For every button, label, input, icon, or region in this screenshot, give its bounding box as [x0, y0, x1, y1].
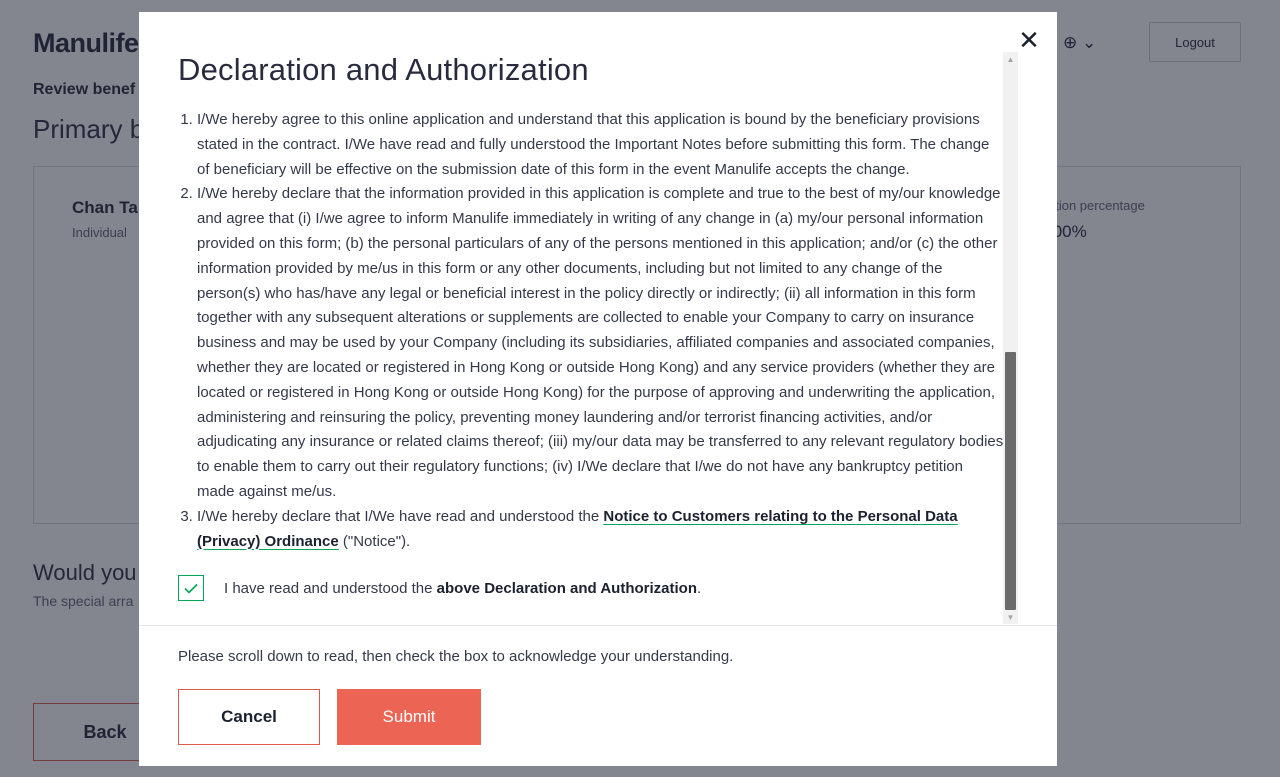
- scrollbar[interactable]: [1003, 52, 1018, 624]
- declaration-3-prefix: I/We hereby declare that I/We have read and understood the: [197, 507, 604, 525]
- declaration-item-1: 1. I/We hereby agree to this online application and understand that this application is bound by the beneficiary provisions stated in the contract. I/We have read and fully understood the Important Notes before submitting this form. The change of beneficiary will be effective on the submission date of this form in the event Manulife accepts the change.: [197, 108, 1004, 182]
- submit-button[interactable]: Submit: [337, 689, 481, 745]
- acknowledge-checkbox[interactable]: [178, 575, 204, 601]
- acknowledge-prefix: I have read and understood the: [224, 579, 437, 597]
- declaration-modal: [139, 12, 1057, 766]
- declaration-scroll-area[interactable]: [174, 108, 1004, 628]
- scroll-up-arrow-icon[interactable]: ▲: [1006, 54, 1015, 64]
- scroll-hint-text: Please scroll down to read, then check the box to acknowledge your understanding.: [178, 648, 734, 665]
- checkmark-icon: [184, 583, 198, 594]
- declaration-item-2: 2. I/We hereby declare that the information provided in this application is complete and true to the best of my/our knowledge and agree that (i) I/we agree to inform Manulife immediately in writing of any change in (a) my/our personal information provided on this form; (b) the personal particulars of any of the persons mentioned in this application; and/or (c) the other information provided by me/us in this form or any other documents, including but not limited to any change of the person(s) who has/have any legal or beneficial interest in the policy directly or indirectly; (ii) all information in this form together with any subsequent alterations or supplements are collected to enable your Company to carry on insurance business and may be used by your Company (including its subsidiaries, affiliated companies and associated companies, whether they are located or registered in Hong Kong or outside Hong Kong) and any service providers (whether they are located or registered in Hong Kong or outside Hong Kong) for the purpose of approving and underwriting the application, administering and reinsuring the policy, preventing money laundering and/or terrorist financing activities, and/or adjudicating any insurance or related claims thereof; (iii) my/our data may be transferred to any relevant regulatory bodies to enable them to carry out their regulatory functions; (iv) I/We declare that I/we do not have any bankruptcy petition made against me/us.: [197, 182, 1004, 504]
- acknowledge-row: [178, 575, 701, 601]
- acknowledge-suffix: .: [696, 579, 702, 597]
- modal-divider: [139, 625, 1057, 626]
- scrollbar-thumb[interactable]: [1005, 352, 1016, 610]
- declaration-list: [174, 108, 1004, 554]
- modal-title: Declaration and Authorization: [178, 52, 589, 87]
- cancel-button[interactable]: Cancel: [178, 689, 320, 745]
- declaration-item-3: [197, 505, 1004, 555]
- acknowledge-bold: above Declaration and Authorization: [436, 579, 697, 597]
- acknowledge-label: [224, 580, 701, 597]
- close-icon[interactable]: ✕: [1018, 25, 1040, 55]
- declaration-3-suffix: ("Notice").: [338, 532, 411, 550]
- privacy-notice-link[interactable]: Notice to Customers relating to the Personal Data (Privacy) Ordinance: [197, 507, 958, 550]
- scroll-down-arrow-icon[interactable]: ▼: [1006, 612, 1015, 622]
